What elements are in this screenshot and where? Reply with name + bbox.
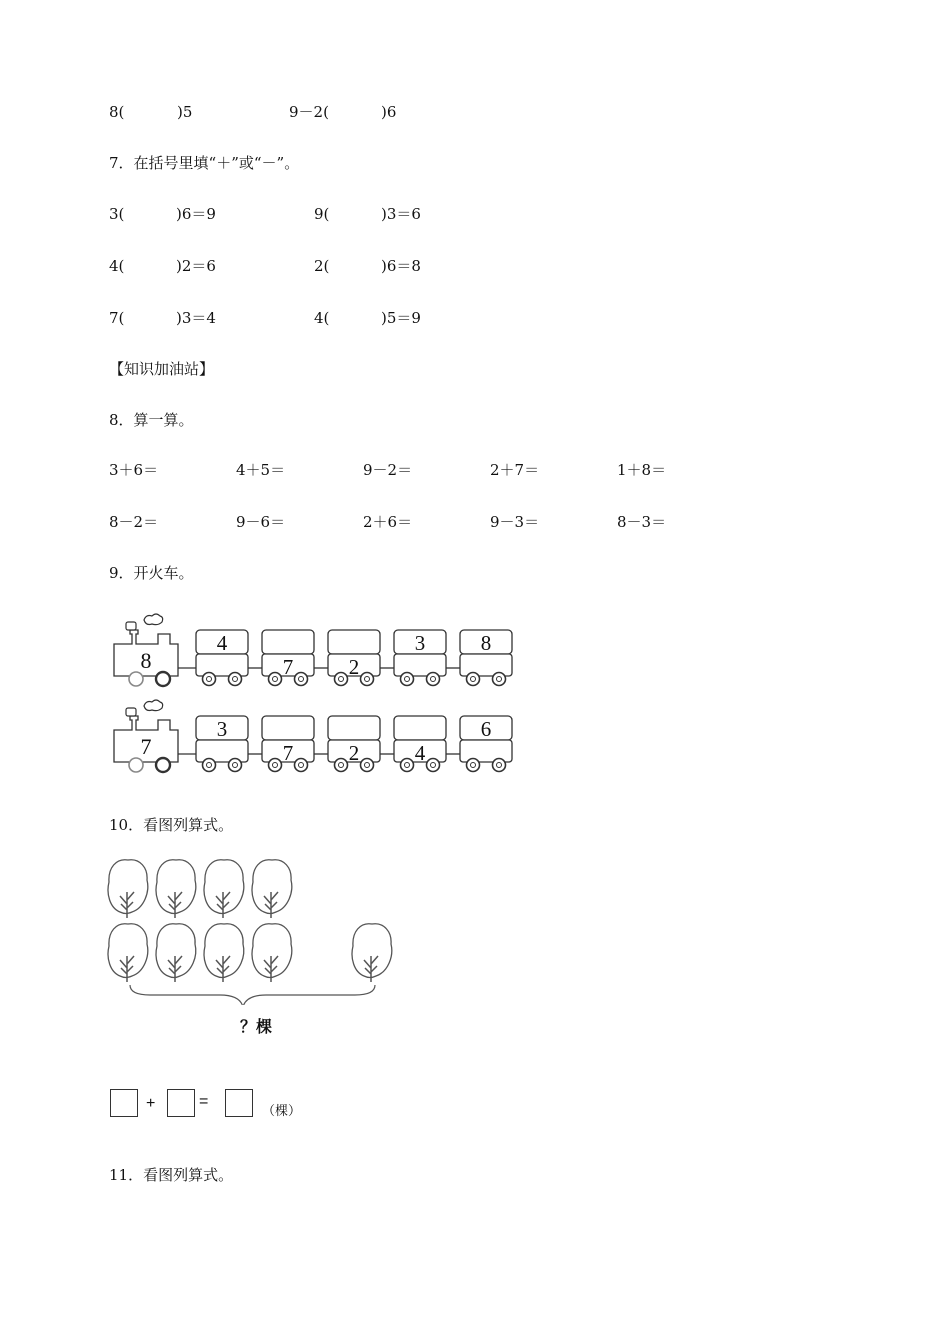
car-hub <box>431 677 436 682</box>
car-bottom <box>460 740 512 762</box>
car-bottom-number: 2 <box>348 655 360 679</box>
car-top <box>328 716 380 740</box>
tree-crown <box>204 860 244 914</box>
car-top-number: 3 <box>216 717 228 741</box>
tree-icon <box>252 924 292 982</box>
car-top <box>262 716 314 740</box>
section-title: 【知识加油站】 <box>109 360 215 378</box>
tree-icon <box>108 860 148 918</box>
tree-icon <box>156 924 196 982</box>
brace <box>130 985 375 1005</box>
train-car <box>196 630 262 686</box>
tree-crown <box>352 924 392 978</box>
answer-box-3[interactable] <box>225 1089 253 1117</box>
car-hub <box>233 763 238 768</box>
tree-crown <box>204 924 244 978</box>
q7-r2-b-left: 2( <box>314 257 330 275</box>
tree-icon <box>108 924 148 982</box>
car-hub <box>233 677 238 682</box>
q7-r2-a-left: 4( <box>109 257 125 275</box>
answer-box-1[interactable] <box>110 1089 138 1117</box>
engine-number: 7 <box>140 734 152 759</box>
car-top <box>328 630 380 654</box>
q8-r2-c5: 8－3＝ <box>617 513 667 531</box>
car-bottom <box>196 654 248 676</box>
car-hub <box>497 763 502 768</box>
tree-icon <box>252 860 292 918</box>
tree-icon <box>156 860 196 918</box>
tree-crown <box>252 924 292 978</box>
q7-r2-b-right: )6＝8 <box>381 257 421 275</box>
train-car <box>394 716 460 772</box>
q6-item-1-left: 8( <box>109 103 125 121</box>
engine-wheel <box>156 672 170 686</box>
q8-r1-c4: 2＋7＝ <box>490 461 540 479</box>
q8-r1-c5: 1＋8＝ <box>617 461 667 479</box>
car-hub <box>207 677 212 682</box>
car-hub <box>299 763 304 768</box>
q8-r1-c2: 4＋5＝ <box>236 461 286 479</box>
tree-icon <box>352 924 392 982</box>
engine-wheel <box>129 672 143 686</box>
tree-crown <box>108 860 148 914</box>
car-hub <box>471 763 476 768</box>
q7-r1-a-left: 3( <box>109 205 125 223</box>
train-car <box>262 630 328 686</box>
car-top <box>394 716 446 740</box>
train-engine <box>114 614 196 686</box>
car-top-number: 4 <box>216 631 228 655</box>
cloud-icon <box>144 614 163 625</box>
car-bottom-number: 7 <box>282 655 294 679</box>
engine-wheel <box>156 758 170 772</box>
q8-r2-c1: 8－2＝ <box>109 513 159 531</box>
car-hub <box>273 763 278 768</box>
tree-question-label: ？棵 <box>240 1017 273 1036</box>
car-top-number: 8 <box>480 631 492 655</box>
car-hub <box>273 677 278 682</box>
train-2 <box>114 700 512 772</box>
tree-icon <box>204 860 244 918</box>
car-hub <box>365 677 370 682</box>
q7-title: 7．在括号里填“＋”或“－”。 <box>109 154 300 172</box>
train-1 <box>114 614 512 686</box>
train-car <box>460 716 512 772</box>
tree-figure <box>100 855 400 1005</box>
car-hub <box>405 763 410 768</box>
cloud-icon <box>144 700 163 711</box>
q7-r3-a-left: 7( <box>109 309 125 327</box>
car-hub <box>471 677 476 682</box>
q7-r1-b-right: )3＝6 <box>381 205 421 223</box>
car-hub <box>497 677 502 682</box>
q8-r1-c3: 9－2＝ <box>363 461 413 479</box>
q11-title: 11．看图列算式。 <box>109 1166 234 1184</box>
car-bottom-number: 2 <box>348 741 360 765</box>
answer-box-2[interactable] <box>167 1089 195 1117</box>
train-car <box>394 630 460 686</box>
car-hub <box>207 763 212 768</box>
train-figure <box>108 610 528 780</box>
q7-r3-a-right: )3＝4 <box>176 309 216 327</box>
car-bottom <box>460 654 512 676</box>
car-bottom <box>394 654 446 676</box>
train-car <box>196 716 262 772</box>
smoke-icon <box>126 708 136 716</box>
tree-crown <box>108 924 148 978</box>
train-car <box>328 716 394 772</box>
smoke-icon <box>126 622 136 630</box>
tree-crown <box>156 924 196 978</box>
car-hub <box>299 677 304 682</box>
q8-r2-c3: 2＋6＝ <box>363 513 413 531</box>
train-car <box>262 716 328 772</box>
car-top-number: 6 <box>480 717 492 741</box>
plus-sign: + <box>146 1095 156 1112</box>
car-bottom <box>196 740 248 762</box>
engine-number: 8 <box>140 648 152 673</box>
train-car <box>328 630 394 686</box>
engine-wheel <box>129 758 143 772</box>
q8-r2-c2: 9－6＝ <box>236 513 286 531</box>
tree-crown <box>156 860 196 914</box>
car-hub <box>405 677 410 682</box>
q8-r2-c4: 9－3＝ <box>490 513 540 531</box>
tree-crown <box>252 860 292 914</box>
q7-r1-b-left: 9( <box>314 205 330 223</box>
car-hub <box>431 763 436 768</box>
train-car <box>460 630 512 686</box>
q8-title: 8．算一算。 <box>109 411 194 429</box>
q9-title: 9．开火车。 <box>109 564 194 582</box>
car-top <box>262 630 314 654</box>
car-bottom-number: 7 <box>282 741 294 765</box>
q6-item-1-right: )5 <box>177 103 193 121</box>
q8-r1-c1: 3＋6＝ <box>109 461 159 479</box>
car-bottom-number: 4 <box>414 741 426 765</box>
equals-sign: = <box>199 1093 209 1110</box>
train-engine <box>114 700 196 772</box>
q6-item-2-left: 9－2( <box>289 103 329 121</box>
car-hub <box>339 677 344 682</box>
car-hub <box>365 763 370 768</box>
car-top-number: 3 <box>414 631 426 655</box>
q6-item-2-right: )6 <box>381 103 397 121</box>
q7-r2-a-right: )2＝6 <box>176 257 216 275</box>
q10-title: 10．看图列算式。 <box>109 816 234 834</box>
car-hub <box>339 763 344 768</box>
unit-label: （棵） <box>262 1104 302 1119</box>
tree-icon <box>204 924 244 982</box>
q7-r3-b-left: 4( <box>314 309 330 327</box>
q7-r3-b-right: )5＝9 <box>381 309 421 327</box>
q7-r1-a-right: )6＝9 <box>176 205 216 223</box>
